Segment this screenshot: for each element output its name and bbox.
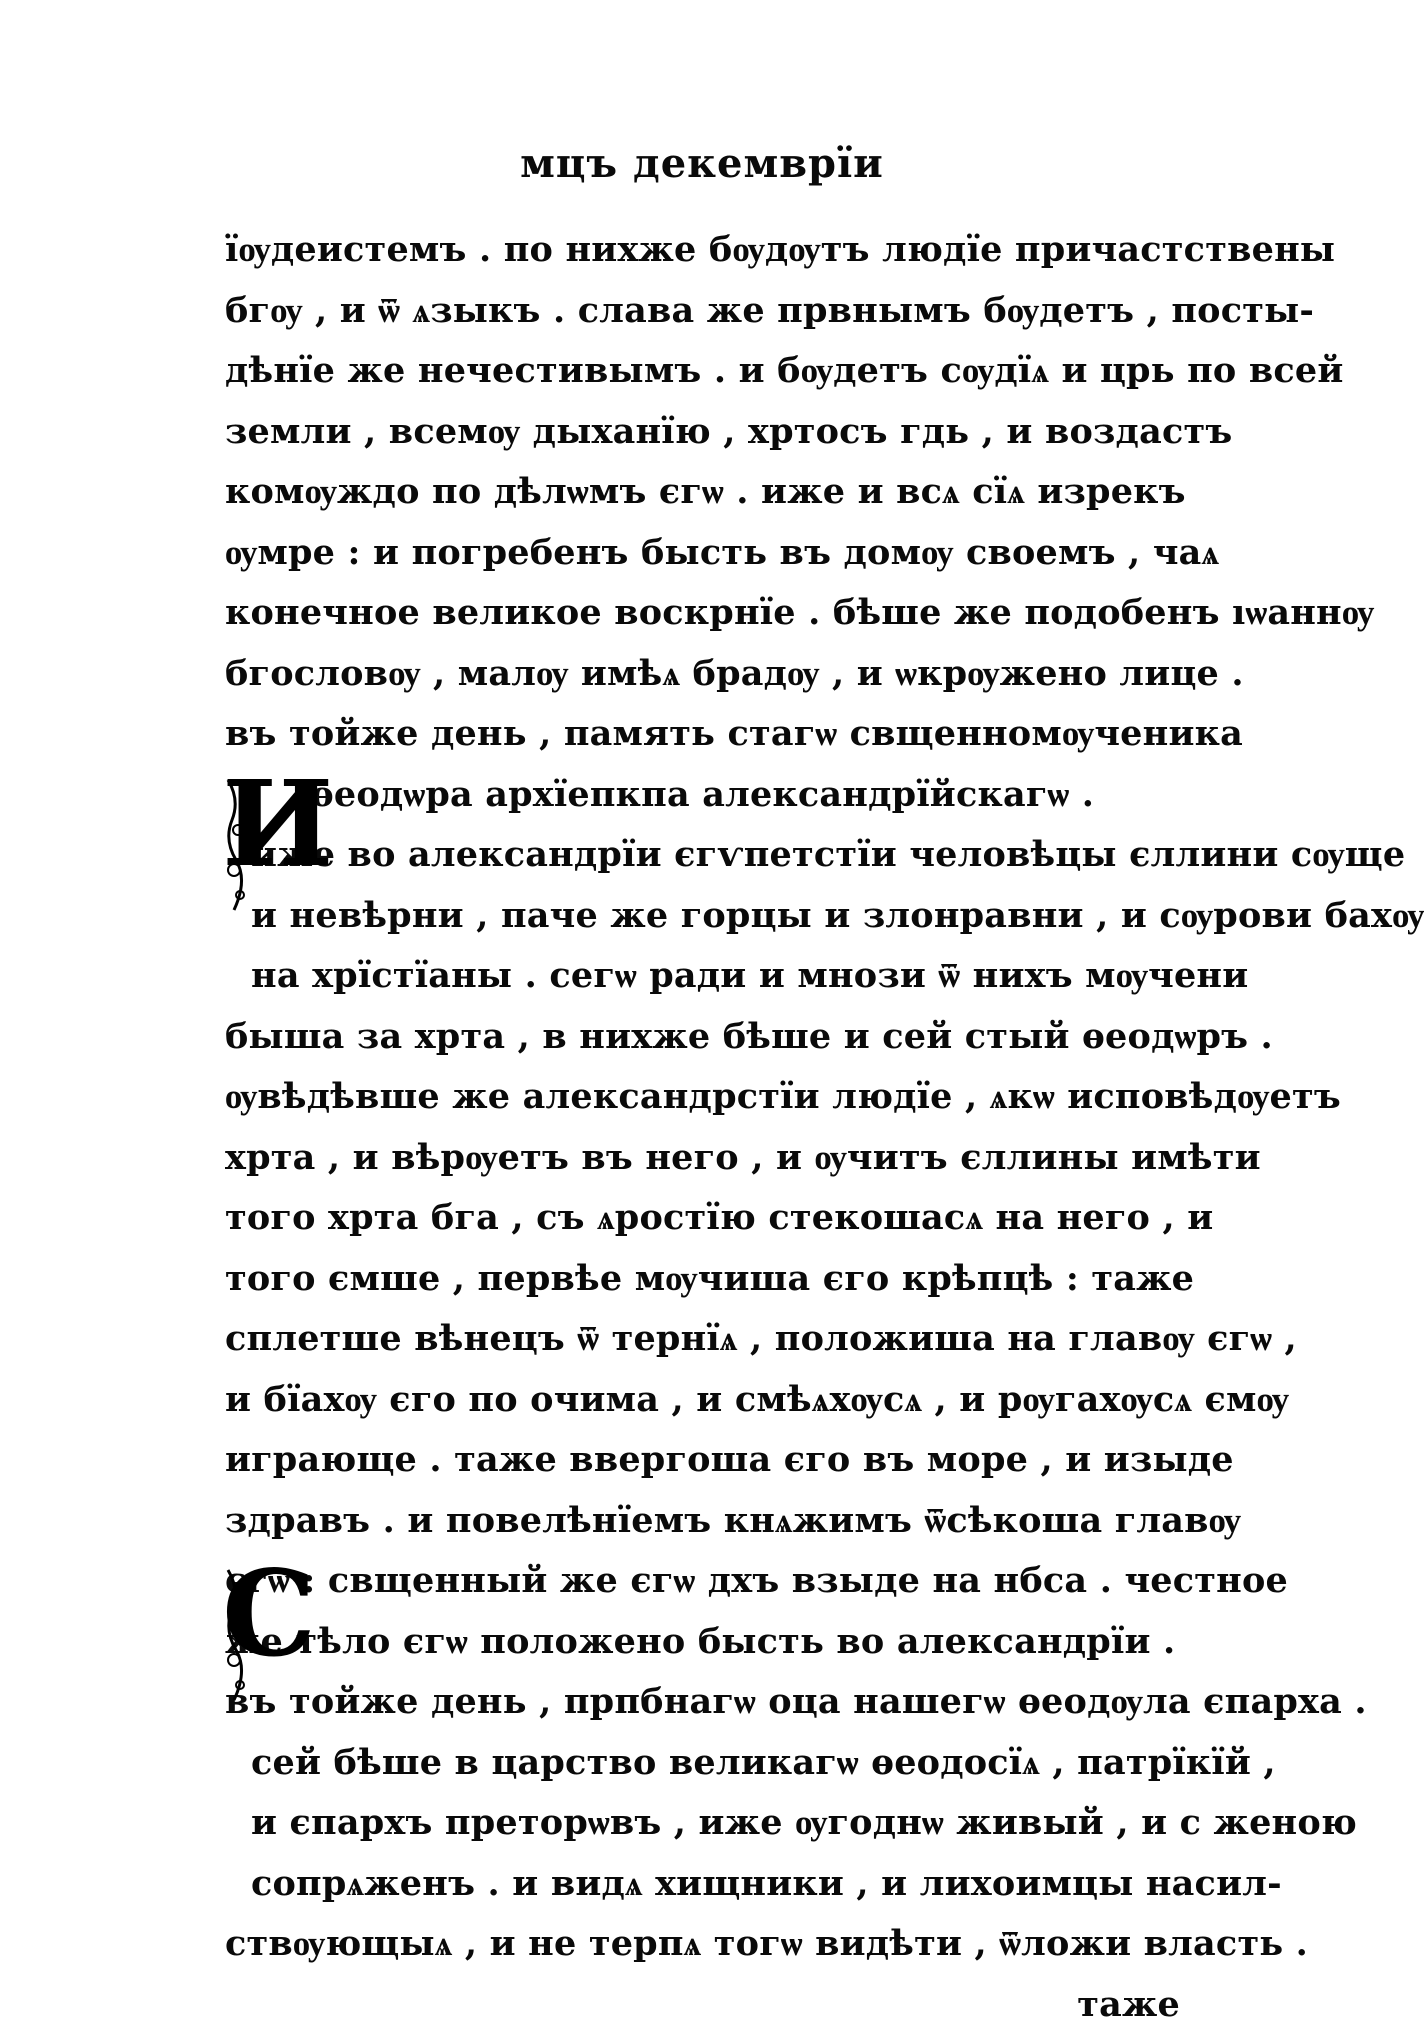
text-line: ѹмре : и погребенъ бысть въ домѹ своемъ , чаѧ xyxy=(225,523,1180,584)
text-line: же тѣло єгѡ положено бысть во александрїи . xyxy=(225,1612,1180,1673)
section-heading: въ тойже день , прпбнагѡ оца нашегѡ ѳеодѹла єпарха . xyxy=(225,1672,1180,1733)
text-line: быша за хрта , в нихже бѣше и сей стый ѳеодѡръ . xyxy=(225,1007,1180,1068)
text-line: здравъ . и повелѣнїемъ кнѧжимъ ѿсѣкоша главѹ xyxy=(225,1491,1180,1552)
text-line: єгѡ : свщенный же єгѡ дхъ взыде на нбса . честное xyxy=(225,1551,1180,1612)
text-line: хрта , и вѣрѹетъ въ него , и ѹчитъ єллины имѣти xyxy=(225,1128,1180,1189)
text-line: играюще . таже ввергоша єго въ море , и изыде xyxy=(225,1430,1180,1491)
text-line: бгѹ , и ѿ ѧзыкъ . слава же првнымъ бѹдетъ , посты- xyxy=(225,281,1180,342)
text-line: комѹждо по дѣлѡмъ єгѡ . иже и всѧ сїѧ изрекъ xyxy=(225,462,1180,523)
text-line: бгословѹ , малѹ имѣѧ брадѹ , и ѡкрѹжено лице . xyxy=(225,644,1180,705)
text-line: на хрїстїаны . сегѡ ради и мнози ѿ нихъ мѹчени xyxy=(225,946,1180,1007)
text-line: того хрта бга , съ ѧростїю стекошасѧ на него , и xyxy=(225,1188,1180,1249)
text-line: сопрѧженъ . и видѧ хищники , и лихоимцы насил- xyxy=(225,1854,1180,1915)
text-line: ствѹющыѧ , и не терпѧ тогѡ видѣти , ѿложи власть . xyxy=(225,1914,1180,1975)
text-line: иже во александрїи єгѵпетстїи человѣцы єллини сѹще xyxy=(225,825,1180,886)
text-line: и бїахѹ єго по очима , и смѣѧхѹсѧ , и рѹгахѹсѧ ємѹ xyxy=(225,1370,1180,1431)
section-heading: въ тойже день , память стагѡ свщенномѹченика xyxy=(225,704,1180,765)
text-line: ѹвѣдѣвше же александрстїи людїе , ѧкѡ исповѣдѹетъ xyxy=(225,1067,1180,1128)
text-line: конечное великое воскрнїе . бѣше же подобенъ ıѡаннѹ xyxy=(225,583,1180,644)
text-line: сплетше вѣнецъ ѿ тернїѧ , положиша на главѹ єгѡ , xyxy=(225,1309,1180,1370)
text-line: земли , всемѹ дыханїю , хртосъ гдь , и воздастъ xyxy=(225,402,1180,463)
catchword: таже xyxy=(225,1975,1180,2035)
body-text xyxy=(225,220,1180,2035)
text-line: того ємше , первѣе мѹчиша єго крѣпцѣ : таже xyxy=(225,1249,1180,1310)
text-line: дѣнїе же нечестивымъ . и бѹдетъ сѹдїѧ и црь по всей xyxy=(225,341,1180,402)
running-header: мцъ декемврїи xyxy=(0,140,1404,187)
text-line: сей бѣше в царство великагѡ ѳеодосїѧ , патрїкїй , xyxy=(225,1733,1180,1794)
dropcap-letter: И xyxy=(222,765,334,883)
text-line: и єпархъ преторѡвъ , иже ѹгоднѡ живый , и с женою xyxy=(225,1793,1180,1854)
text-line: їѹдеистемъ . по нихже бѹдѹтъ людїе причастствены xyxy=(225,220,1180,281)
dropcap-letter: С xyxy=(222,1555,316,1673)
text-line: и невѣрни , паче же горцы и злонравни , и сѹрови бахѹ xyxy=(225,886,1180,947)
section-heading-name: ѳеодѡра архїепкпа александрїйскагѡ . xyxy=(225,765,1180,826)
